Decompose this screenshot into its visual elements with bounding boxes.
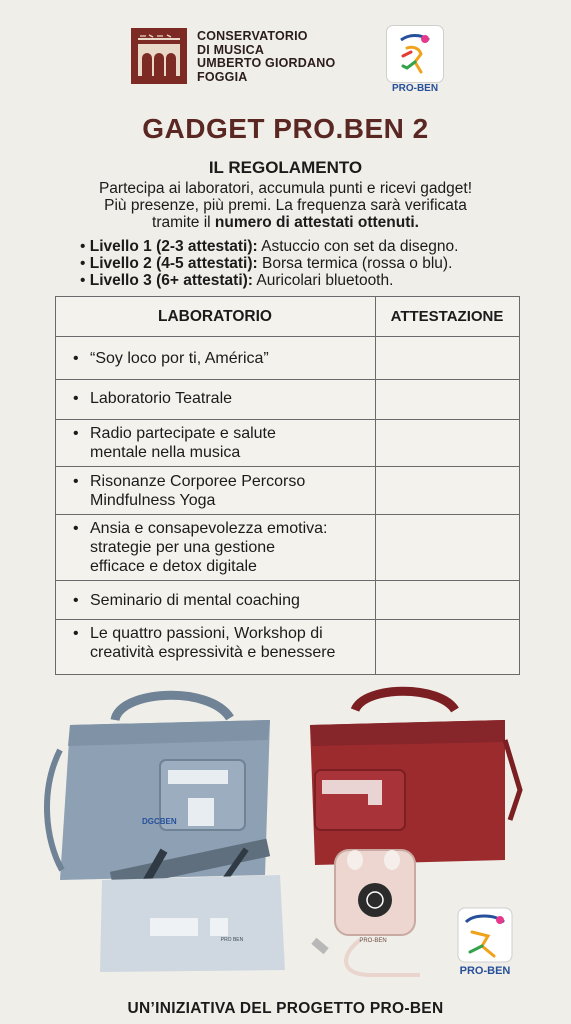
bullet: • <box>73 425 79 442</box>
cell-text: Risonanze Corporee Percorso <box>90 473 306 490</box>
intro-text <box>40 180 531 231</box>
row-divider <box>55 379 520 380</box>
intro-line: Più presenze, più premi. La frequenza sarà verificata <box>104 197 467 214</box>
cell-text: “Soy loco por ti, América” <box>90 350 269 367</box>
intro-line-bold: numero di attestati ottenuti. <box>214 214 419 231</box>
red-cooler-bag <box>310 691 520 865</box>
level-prize: Borsa termica (rossa o blu). <box>262 255 453 272</box>
footer-text: UN’INIZIATIVA DEL PROGETTO PRO-BEN <box>127 1000 444 1017</box>
cell-text: creatività espressività e benessere <box>90 644 336 661</box>
page-title: GADGET PRO.BEN 2 <box>142 113 429 144</box>
row-divider <box>55 419 520 420</box>
bullet: • <box>73 520 79 537</box>
bullet: • <box>73 350 79 367</box>
row-divider <box>55 336 520 337</box>
bullet: • <box>73 592 79 609</box>
table-header-attestazione: ATTESTAZIONE <box>390 308 504 325</box>
cell-text: Ansia e consapevolezza emotiva: <box>90 520 328 537</box>
cell-text: efficace e detox digitale <box>90 558 257 575</box>
cell-text: Seminario di mental coaching <box>90 592 300 609</box>
proben-logo-label: PRO-BEN <box>391 83 439 94</box>
bottom-logo-label: PRO-BEN <box>459 965 511 977</box>
intro-line <box>40 214 531 231</box>
cell-text: Laboratorio Teatrale <box>90 390 233 407</box>
row-divider <box>55 580 520 581</box>
runner-icon <box>387 26 443 82</box>
level-item: • Livello 2 (4-5 attestati): Borsa termica (rossa o blu). <box>80 255 453 272</box>
cell-text: strategie per una gestione <box>90 539 276 556</box>
level-label: Livello 1 (2-3 attestati): <box>89 238 258 255</box>
levels-list <box>80 238 550 289</box>
institution-line: CONSERVATORIO <box>197 29 308 43</box>
table-header-laboratorio: LABORATORIO <box>158 308 272 325</box>
bullet: • <box>73 625 79 642</box>
row-divider <box>55 514 520 515</box>
proben-logo-bottom <box>458 908 512 962</box>
blue-bag-logo-text: DGCBEN <box>142 817 177 826</box>
row-divider <box>55 466 520 467</box>
cell-text: Le quattro passioni, Workshop di <box>90 625 323 642</box>
earbuds-case <box>311 850 420 975</box>
pouch-label: PRO BEN <box>220 937 244 943</box>
earbuds-case-label: PRO-BEN <box>359 938 387 944</box>
cell-text: mentale nella musica <box>90 444 241 461</box>
rules-heading: IL REGOLAMENTO <box>208 158 363 177</box>
intro-line-text: tramite il <box>152 214 215 231</box>
institution-line: DI MUSICA <box>197 42 265 57</box>
institution-line: FOGGIA <box>197 69 248 84</box>
level-prize: Auricolari bluetooth. <box>256 272 394 289</box>
proben-logo <box>386 25 444 83</box>
level-label: Livello 2 (4-5 attestati): <box>89 255 258 272</box>
institution-name <box>197 30 367 84</box>
bullet: • <box>73 390 79 407</box>
intro-line: Partecipa ai laboratori, accumula punti e ricevi gadget! <box>98 180 473 197</box>
gadgets-illustration <box>0 680 571 995</box>
institution-line: UMBERTO GIORDANO <box>197 56 336 71</box>
conservatorio-logo <box>131 28 187 84</box>
building-icon <box>131 28 187 84</box>
level-item: • Livello 3 (6+ attestati): Auricolari bluetooth. <box>80 272 394 289</box>
level-label: Livello 3 (6+ attestati): <box>89 272 253 289</box>
cell-text: Radio partecipate e salute <box>90 425 276 442</box>
level-prize: Astuccio con set da disegno. <box>261 238 459 255</box>
bullet: • <box>73 473 79 490</box>
cell-text: Mindfulness Yoga <box>90 492 216 509</box>
level-item: • Livello 1 (2-3 attestati): Astuccio con set da disegno. <box>80 238 459 255</box>
row-divider <box>55 619 520 620</box>
